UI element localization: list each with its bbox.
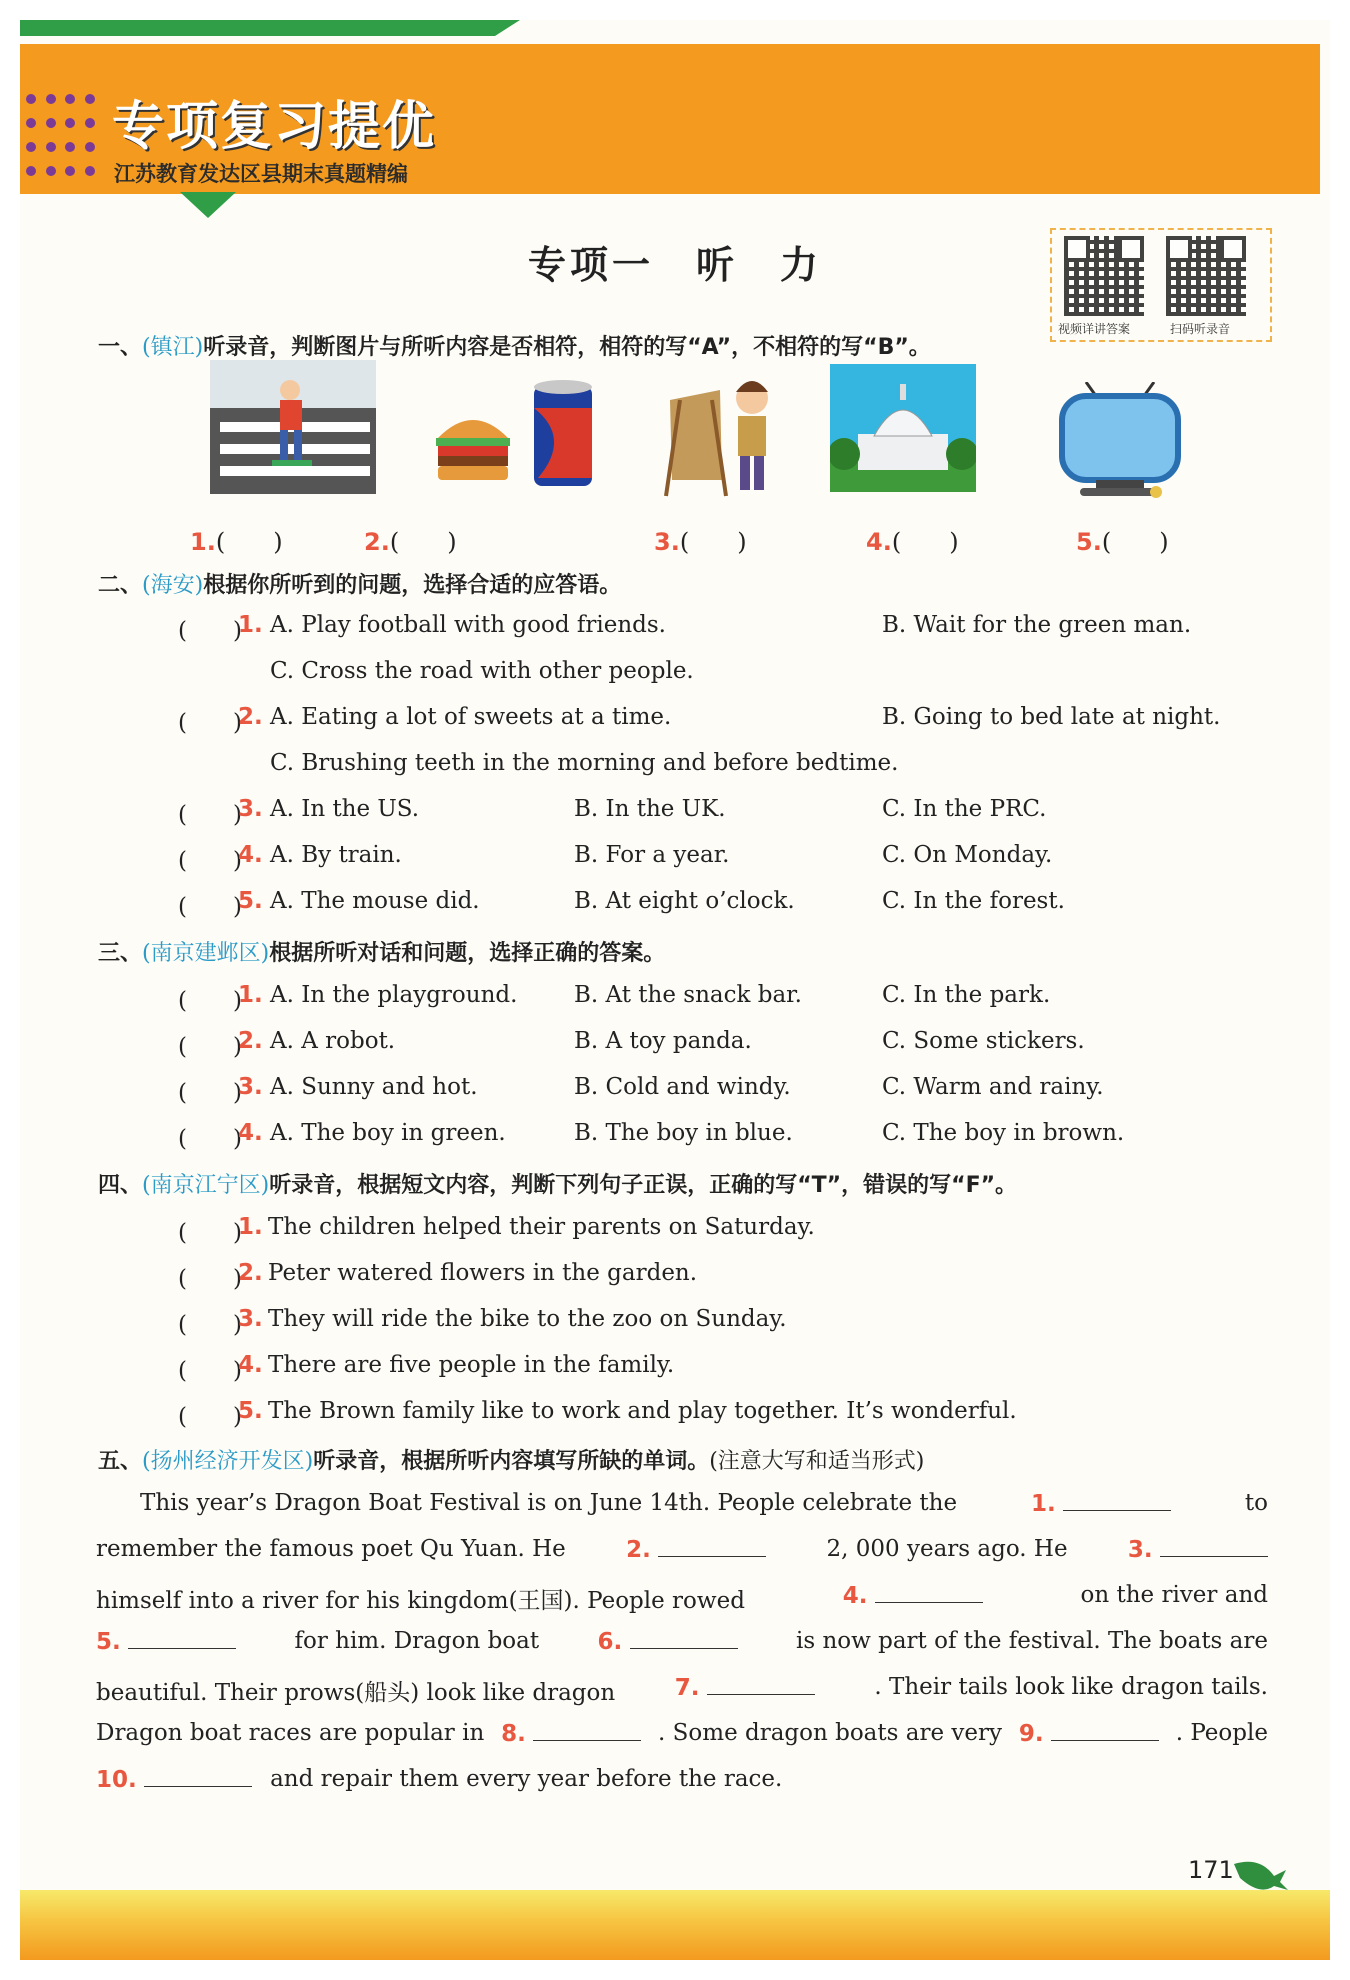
banner-title: 专项复习提优 — [112, 97, 437, 157]
part1-source: (镇江) — [142, 335, 204, 360]
workbook-page — [20, 20, 1330, 1960]
option-b: B. The boy in blue. — [574, 1120, 793, 1146]
option-a: A. Sunny and hot. — [270, 1074, 478, 1100]
banner-green-tab — [20, 20, 520, 36]
part4-heading: 四、(南京江宁区)听录音，根据短文内容，判断下列句子正误，正确的写“T”，错误的写“F”。 — [98, 1173, 1018, 1198]
question-number: 2. — [238, 1028, 263, 1054]
option-b: B. In the UK. — [574, 796, 726, 822]
option-c: C. The boy in brown. — [882, 1120, 1125, 1146]
option-a: A. In the playground. — [270, 982, 518, 1008]
question-number: 1. — [238, 612, 263, 638]
option-a: A. Eating a lot of sweets at a time. — [270, 704, 672, 730]
option-c: C. In the forest. — [882, 888, 1065, 914]
passage-line-1: This year’s Dragon Boat Festival is on June 14th. People celebrate the 1. to — [140, 1490, 1268, 1517]
passage-line-7: 10. and repair them every year before the race. — [96, 1766, 783, 1793]
answer-paren[interactable]: ( ) — [178, 988, 242, 1014]
option-c: C. In the park. — [882, 982, 1051, 1008]
fill-blank[interactable] — [1160, 1536, 1268, 1557]
statement-text: Peter watered flowers in the garden. — [268, 1260, 698, 1286]
answer-paren[interactable]: ( ) — [178, 710, 242, 736]
statement-text: The Brown family like to work and play together. It’s wonderful. — [268, 1398, 1017, 1424]
statement-text: There are five people in the family. — [268, 1352, 675, 1378]
answer-paren[interactable]: ( ) — [178, 1404, 242, 1430]
question-number: 4. — [238, 1352, 263, 1378]
banner — [20, 44, 1320, 194]
answer-paren[interactable]: ( ) — [178, 848, 242, 874]
option-a: A. By train. — [270, 842, 402, 868]
option-a: A. A robot. — [270, 1028, 396, 1054]
picture-3-label: 3.( ) — [654, 528, 747, 556]
picture-5-label: 5.( ) — [1076, 528, 1169, 556]
answer-paren[interactable]: ( ) — [178, 802, 242, 828]
answer-blank[interactable]: ( ) — [215, 528, 283, 556]
answer-paren[interactable]: ( ) — [178, 1080, 242, 1106]
part4-instruction: 听录音，根据短文内容，判断下列句子正误，正确的写“T”，错误的写“F”。 — [269, 1173, 1018, 1198]
picture-2-label: 2.( ) — [364, 528, 457, 556]
answer-blank[interactable]: ( ) — [679, 528, 747, 556]
statement-text: The children helped their parents on Saturday. — [268, 1214, 815, 1240]
answer-paren[interactable]: ( ) — [178, 1126, 242, 1152]
question-number: 3. — [238, 796, 263, 822]
fill-blank[interactable] — [875, 1582, 983, 1603]
option-b: B. For a year. — [574, 842, 730, 868]
question-number: 1. — [238, 982, 263, 1008]
part1-instruction: 听录音，判断图片与所听内容是否相符，相符的写“A”，不相符的写“B”。 — [203, 335, 931, 360]
part3-source: (南京建邺区) — [142, 941, 270, 966]
answer-paren[interactable]: ( ) — [178, 618, 242, 644]
answer-blank[interactable]: ( ) — [891, 528, 959, 556]
banner-arrow-icon — [180, 192, 236, 218]
footer-band — [20, 1890, 1330, 1960]
option-c: C. On Monday. — [882, 842, 1053, 868]
option-c: C. Cross the road with other people. — [270, 658, 694, 684]
part2-source: (海安) — [142, 573, 204, 598]
passage-line-3: himself into a river for his kingdom(王国). People rowed 4. on the river and — [96, 1582, 1268, 1614]
option-a: A. The mouse did. — [270, 888, 480, 914]
part5-instruction: 听录音，根据所听内容填写所缺的单词。 — [313, 1449, 710, 1474]
answer-paren[interactable]: ( ) — [178, 1220, 242, 1246]
question-number: 4. — [238, 842, 263, 868]
capitol-building-picture — [830, 364, 976, 492]
option-c: C. In the PRC. — [882, 796, 1047, 822]
part2-heading: 二、(海安)根据你所听到的问题，选择合适的应答语。 — [98, 573, 622, 598]
fill-blank[interactable] — [1051, 1720, 1159, 1741]
question-number: 2. — [238, 704, 263, 730]
part5-source: (扬州经济开发区) — [142, 1449, 314, 1474]
question-number: 3. — [238, 1306, 263, 1332]
fill-blank[interactable] — [128, 1628, 236, 1649]
picture-4-label: 4.( ) — [866, 528, 959, 556]
option-b: B. A toy panda. — [574, 1028, 752, 1054]
option-b: B. At eight o’clock. — [574, 888, 795, 914]
passage-line-4: 5. for him. Dragon boat 6. is now part of the festival. The boats are — [96, 1628, 1268, 1655]
question-number: 5. — [238, 888, 263, 914]
fill-blank[interactable] — [144, 1766, 252, 1787]
section-title: 专项一 听 力 — [527, 243, 822, 287]
dots-decoration-icon — [26, 94, 98, 184]
option-a: A. The boy in green. — [270, 1120, 506, 1146]
tv-set-picture — [1056, 382, 1184, 502]
option-b: B. Going to bed late at night. — [882, 704, 1221, 730]
qr-caption-video: 视频详讲答案 — [1058, 322, 1131, 336]
option-c: C. Brushing teeth in the morning and before bedtime. — [270, 750, 899, 776]
answer-paren[interactable]: ( ) — [178, 1034, 242, 1060]
picture-1-label: 1.( ) — [190, 528, 283, 556]
answer-paren[interactable]: ( ) — [178, 1266, 242, 1292]
qr-caption-audio: 扫码听录音 — [1170, 322, 1231, 336]
option-c: C. Some stickers. — [882, 1028, 1085, 1054]
part3-instruction: 根据所听对话和问题，选择正确的答案。 — [269, 941, 666, 966]
part5-heading: 五、(扬州经济开发区)听录音，根据所听内容填写所缺的单词。(注意大写和适当形式) — [98, 1449, 925, 1474]
fill-blank[interactable] — [658, 1536, 766, 1557]
banner-subtitle: 江苏教育发达区县期末真题精编 — [114, 162, 408, 186]
option-a: A. In the US. — [270, 796, 420, 822]
burger-picture — [432, 402, 514, 482]
question-number: 4. — [238, 1120, 263, 1146]
option-b: B. Cold and windy. — [574, 1074, 791, 1100]
cola-can-picture — [532, 378, 594, 488]
boy-painting-picture — [660, 370, 780, 500]
answer-paren[interactable]: ( ) — [178, 1312, 242, 1338]
question-number: 1. — [238, 1214, 263, 1240]
question-number: 3. — [238, 1074, 263, 1100]
fill-blank[interactable] — [630, 1628, 738, 1649]
fill-blank[interactable] — [1063, 1490, 1171, 1511]
answer-blank[interactable]: ( ) — [1101, 528, 1169, 556]
fill-blank[interactable] — [707, 1674, 815, 1695]
option-b: B. Wait for the green man. — [882, 612, 1192, 638]
boy-crossing-road-picture — [210, 360, 376, 494]
question-number: 2. — [238, 1260, 263, 1286]
answer-blank[interactable]: ( ) — [389, 528, 457, 556]
part1-prefix: 一、 — [98, 335, 143, 360]
statement-text: They will ride the bike to the zoo on Sunday. — [268, 1306, 787, 1332]
passage-line-2: remember the famous poet Qu Yuan. He 2. 2, 000 years ago. He 3. — [96, 1536, 1268, 1563]
qr-code-video-icon[interactable] — [1064, 236, 1144, 316]
answer-paren[interactable]: ( ) — [178, 1358, 242, 1384]
part1-heading — [98, 330, 931, 361]
option-a: A. Play football with good friends. — [270, 612, 666, 638]
page-number: 171 — [1188, 1856, 1234, 1884]
question-number: 5. — [238, 1398, 263, 1424]
part5-note: (注意大写和适当形式) — [709, 1449, 925, 1474]
qr-code-box — [1050, 228, 1272, 342]
part3-heading: 三、(南京建邺区)根据所听对话和问题，选择正确的答案。 — [98, 941, 666, 966]
part4-source: (南京江宁区) — [142, 1173, 270, 1198]
option-b: B. At the snack bar. — [574, 982, 802, 1008]
answer-paren[interactable]: ( ) — [178, 894, 242, 920]
part2-instruction: 根据你所听到的问题，选择合适的应答语。 — [203, 573, 622, 598]
option-c: C. Warm and rainy. — [882, 1074, 1104, 1100]
passage-line-5: beautiful. Their prows(船头) look like dragon 7. . Their tails look like dragon tails. — [96, 1674, 1268, 1706]
fill-blank[interactable] — [533, 1720, 641, 1741]
passage-line-6: Dragon boat races are popular in 8. . Some dragon boats are very 9. . People — [96, 1720, 1268, 1747]
qr-code-audio-icon[interactable] — [1166, 236, 1246, 316]
